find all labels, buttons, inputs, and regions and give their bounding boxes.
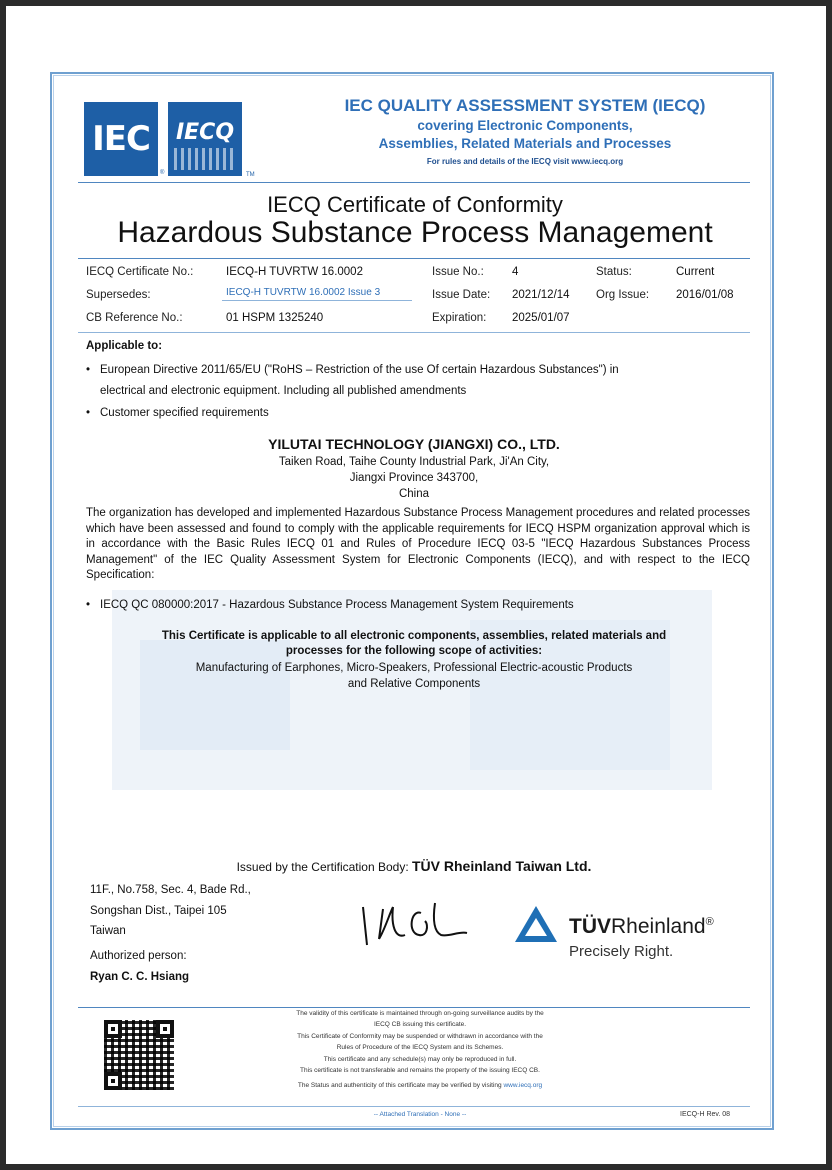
authorized-person-label: Authorized person:: [90, 950, 187, 962]
scope-line1: This Certificate is applicable to all electronic components, assemblies, related materials and: [161, 630, 667, 642]
qr-code[interactable]: [104, 1020, 174, 1090]
issued-by-label: Issued by the Certification Body:: [236, 860, 409, 874]
footer-divider: [78, 1007, 750, 1008]
qr-finder-top-right: [156, 1020, 174, 1038]
spec-description: - Hazardous Substance Process Management System Requirements: [218, 599, 574, 611]
applicable-heading: Applicable to:: [86, 340, 163, 352]
footnote-line5: This certificate and any schedule(s) may only be reproduced in full.: [323, 1056, 517, 1063]
footnote-line3: This Certificate of Conformity may be suspended or withdrawn in accordance with the: [297, 1033, 543, 1040]
issue-no-label: Issue No.:: [432, 266, 484, 278]
tuv-brand-bold: TÜV: [569, 915, 611, 938]
issue-no-value: 4: [512, 266, 519, 278]
org-issue-value: 2016/01/08: [676, 289, 734, 301]
header-divider: [78, 182, 750, 183]
form-code: IECQ-H Rev. 08: [680, 1111, 731, 1118]
company-address-line2: Jiangxi Province 343700,: [349, 472, 479, 484]
certificate-subtitle: Hazardous Substance Process Management: [117, 216, 713, 249]
scope-line2: processes for the following scope of activities:: [285, 645, 543, 657]
iec-logo: [84, 102, 158, 176]
cb-ref-label: CB Reference No.:: [86, 312, 183, 324]
footnote-line6: This certificate is not transferable and remains the property of the issuing IECQ CB.: [300, 1067, 540, 1074]
iec-registered-mark: ®: [160, 170, 165, 176]
company-name: YILUTAI TECHNOLOGY (JIANGXI) CO., LTD.: [268, 436, 560, 452]
bullet-dot: •: [86, 407, 91, 419]
cb-ref-value: 01 HSPM 1325240: [226, 312, 324, 324]
tuv-slogan: Precisely Right.: [569, 943, 674, 960]
expiration-value: 2025/01/07: [512, 312, 570, 324]
spec-line: [100, 599, 740, 611]
supersedes-label: Supersedes:: [86, 289, 151, 301]
issue-date-value: 2021/12/14: [512, 289, 570, 301]
footer-bottom-divider: [78, 1106, 750, 1107]
iecq-logo-stripes: [174, 148, 236, 170]
header-system-name: IEC QUALITY ASSESSMENT SYSTEM (IECQ): [344, 96, 706, 115]
iec-logo-text: IEC: [92, 119, 150, 159]
footnote-line2: IECQ CB issuing this certificate.: [373, 1021, 467, 1028]
issued-by-name: TÜV Rheinland Taiwan Ltd.: [412, 858, 592, 874]
issuer-address-line1: 11F., No.758, Sec. 4, Bade Rd.,: [90, 884, 251, 896]
expiration-label: Expiration:: [432, 312, 487, 324]
supersedes-underline: [222, 300, 412, 301]
certificate-title: IECQ Certificate of Conformity: [267, 192, 563, 217]
footnote-line1: The validity of this certificate is maintained through on-going surveillance audits by the: [296, 1010, 544, 1017]
applicable-item-2: Customer specified requirements: [100, 407, 269, 419]
cert-no-value: IECQ-H TUVRTW 16.0002: [226, 266, 363, 278]
verify-link[interactable]: www.iecq.org: [503, 1082, 543, 1089]
status-label: Status:: [596, 266, 632, 278]
issuer-address-line3: Taiwan: [90, 925, 126, 937]
signature-image: [355, 895, 475, 955]
bullet-dot: •: [86, 599, 91, 611]
company-address-line1: Taiken Road, Taihe County Industrial Park, Ji'An City,: [278, 456, 550, 468]
title-divider: [78, 258, 750, 259]
header-website-note: For rules and details of the IECQ visit www.iecq.org: [426, 157, 624, 166]
cert-no-label: IECQ Certificate No.:: [86, 266, 194, 278]
issued-by-line: [78, 858, 750, 874]
header-coverage-line2: Assemblies, Related Materials and Processes: [378, 136, 672, 151]
tuv-registered-mark: ®: [705, 916, 714, 928]
info-divider: [78, 332, 750, 333]
tuv-triangle-icon: [513, 904, 559, 944]
iecq-logo: [168, 102, 242, 176]
qr-finder-top-left: [104, 1020, 122, 1038]
iecq-logo-text: IECQ: [175, 120, 235, 145]
attached-translation-note: -- Attached Translation - None --: [373, 1111, 467, 1118]
issue-date-label: Issue Date:: [432, 289, 491, 301]
company-address-line3: China: [398, 488, 430, 500]
tuv-rheinland-logo: [569, 915, 714, 939]
issuer-address-line2: Songshan Dist., Taipei 105: [90, 905, 227, 917]
scope-activity-line2: and Relative Components: [347, 678, 481, 690]
qr-finder-bottom-left: [104, 1072, 122, 1090]
scope-activity-line1: Manufacturing of Earphones, Micro-Speakers, Professional Electric-acoustic Products: [195, 662, 633, 674]
status-value: Current: [676, 266, 715, 278]
tuv-brand-rest: Rheinland: [611, 915, 706, 938]
footnote-line7: [240, 1082, 600, 1089]
supersedes-link[interactable]: IECQ-H TUVRTW 16.0002 Issue 3: [226, 287, 381, 298]
org-issue-label: Org Issue:: [596, 289, 650, 301]
conformity-statement: The organization has developed and implemented Hazardous Substance Process Management procedures and related processes which have been assessed and found to comply with the applicable requirements for IECQ HSPM organization approval which is in accordance with the Basic Rules IECQ 01 and Rules of Procedure IECQ 03-5 "IECQ Hazardous Substances Process Management" of the IEC Quality Assessment System for Electronic Components (IECQ), and with respect to the IECQ Specification:: [86, 507, 750, 581]
footnote-line4: Rules of Procedure of the IECQ System and its Schemes.: [336, 1044, 504, 1051]
applicable-item-1-line1: European Directive 2011/65/EU ("RoHS – Restriction of the use Of certain Hazardous Substances") in: [100, 364, 619, 376]
bullet-dot: •: [86, 364, 91, 376]
applicable-item-1-line2: electrical and electronic equipment. Including all published amendments: [100, 385, 467, 397]
iecq-trademark: TM: [246, 172, 255, 178]
header-coverage-line1: covering Electronic Components,: [417, 118, 633, 133]
verify-note: The Status and authenticity of this certificate may be verified by visiting: [297, 1082, 502, 1089]
spec-code: IECQ QC 080000:2017: [100, 599, 219, 611]
authorized-person-name: Ryan C. C. Hsiang: [90, 971, 190, 983]
